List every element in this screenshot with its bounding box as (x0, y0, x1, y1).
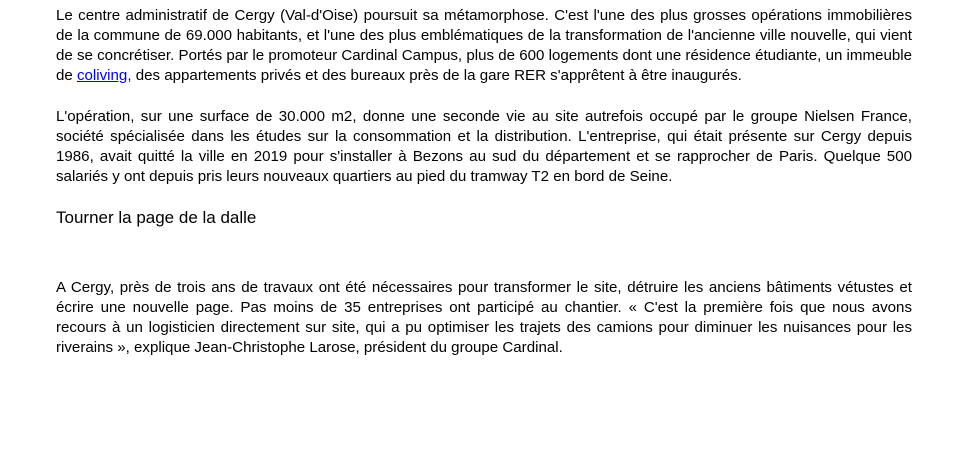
paragraph-works: A Cergy, près de trois ans de travaux ont été nécessaires pour transformer le site, détruire les anciens bâtiments vétustes et écrire une nouvelle page. Pas moins de 35 entreprises ont participé au chantier. « C'est la première fois que nous avons recours à un logisticien directement sur site, qui a pu optimiser les trajets des camions pour diminuer les nuisances pour les riverains », explique Jean-Christophe Larose, président du groupe Cardinal. (56, 279, 912, 356)
paragraph-intro (56, 6, 912, 86)
section-heading: Tourner la page de la dalle (56, 208, 257, 227)
paragraph-operation: L'opération, sur une surface de 30.000 m2, donne une seconde vie au site autrefois occupé par le groupe Nielsen France, société spécialisée dans les études sur la consommation et la distribution. L'entreprise, qui était présente sur Cergy depuis 1986, avait quitté la ville en 2019 pour s'installer à Bezons au sud du département et se rapprocher de Paris. Quelque 500 salariés y ont depuis pris leurs nouveaux quartiers au pied du tramway T2 en bord de Seine. (56, 108, 912, 185)
article-body (56, 6, 912, 358)
paragraph-intro-text-start: Le centre administratif de Cergy (Val-d'Oise) poursuit sa métamorphose. C'est l'une des plus grosses opérations immobilières de la commune de 69.000 habitants, et l'une des plus emblématiques de la transformation de l'ancienne ville nouvelle, qui vient de se concrétiser. Portés par le promoteur Cardinal Campus, plus de 600 logements dont une résidence étudiante, un immeuble de (56, 7, 912, 84)
coliving-link[interactable]: coliving, (76, 67, 132, 84)
paragraph-intro-text-end: des appartements privés et des bureaux près de la gare RER s'apprêtent à être inaugurés. (131, 67, 742, 84)
